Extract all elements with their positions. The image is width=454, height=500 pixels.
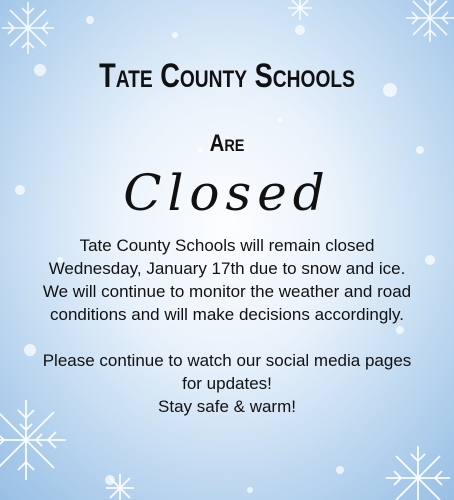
flyer-headline: Closed [123,164,331,222]
updates-notice: Please continue to watch our social media pages for updates! [42,351,412,393]
flyer-title: Tate County Schools [99,57,355,95]
closing-message: Stay safe & warm! [158,397,296,416]
announcement-body [40,234,414,418]
flyer-subtitle: Are [209,130,245,157]
paragraph-spacer [40,326,414,349]
announcement-paragraph: Tate County Schools will remain closed Wednesday, January 17th due to snow and ice. We will continue to monitor the weather and road conditions and will make decisions accordingly. [42,236,412,324]
